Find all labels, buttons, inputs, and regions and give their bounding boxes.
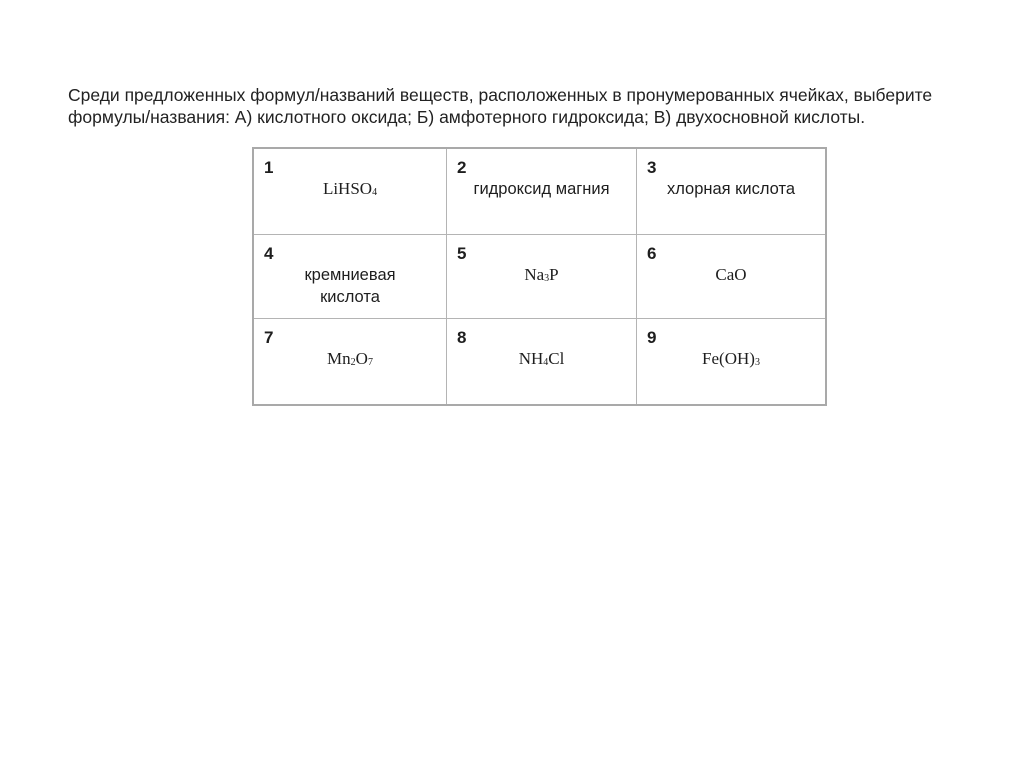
cell-number: 5	[457, 244, 467, 263]
task-line-2: формулы/названия: А) кислотного оксида; Б) амфотерного гидроксида; В) двухосновной кислоты.	[68, 107, 866, 127]
cell-name: кремниевая кислота	[304, 266, 396, 306]
table-cell-9	[637, 319, 827, 406]
cell-formula: NH4Cl	[518, 349, 565, 368]
cell-formula: CaO	[715, 265, 747, 284]
cell-number: 3	[647, 158, 657, 177]
cell-number: 1	[264, 158, 274, 177]
task-line-1: Среди предложенных формул/названий веществ, расположенных в пронумерованных ячейках, выберите	[68, 85, 933, 105]
substances-table	[252, 147, 827, 406]
cell-formula: Fe(OH)3	[702, 349, 760, 368]
table-row	[253, 235, 826, 319]
table-cell-3	[637, 148, 827, 235]
table-cell-2	[447, 148, 637, 235]
cell-number: 4	[264, 244, 274, 263]
cell-formula: Mn2O7	[327, 349, 373, 368]
cell-name: гидроксид магния	[473, 180, 610, 198]
table-cell-8	[447, 319, 637, 406]
table-cell-6	[637, 235, 827, 319]
table-row	[253, 148, 826, 235]
table-cell-4	[253, 235, 447, 319]
cell-number: 8	[457, 328, 467, 347]
cell-formula: LiHSO4	[322, 179, 378, 198]
cell-number: 9	[647, 328, 657, 347]
cell-number: 2	[457, 158, 467, 177]
cell-number: 6	[647, 244, 657, 263]
task-statement	[68, 84, 1008, 128]
cell-number: 7	[264, 328, 274, 347]
table-cell-1	[253, 148, 447, 235]
table-cell-5	[447, 235, 637, 319]
cell-name: хлорная кислота	[666, 180, 796, 198]
table-row	[253, 319, 826, 406]
table-cell-7	[253, 319, 447, 406]
cell-formula: Na3P	[524, 265, 559, 284]
